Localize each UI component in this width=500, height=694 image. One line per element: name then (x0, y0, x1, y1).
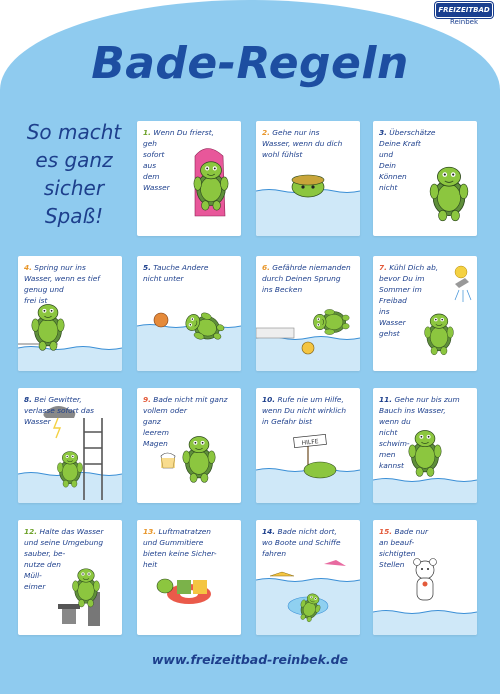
rule-number: 1. (143, 128, 151, 137)
freizeitbad-logo (434, 2, 494, 28)
rule-number: 11. (379, 395, 393, 404)
rule-body: Spring nur ins Wasser, wenn es tief genug und frei ist (24, 263, 100, 305)
rule-number: 8. (24, 395, 32, 404)
rule-card-7 (373, 256, 477, 371)
rule-card-6 (256, 256, 360, 371)
rule-card-10 (256, 388, 360, 503)
rule-body: Halte das Wasser und seine Umgebung sauber, be- nutze den Müll- eimer (24, 527, 104, 591)
rule-text (379, 526, 473, 570)
rule-number: 13. (143, 527, 157, 536)
rule-text (143, 262, 237, 284)
rule-body: Bei Gewitter, verlasse sofort das Wasser (24, 395, 94, 426)
rule-body: Wenn Du frierst, geh sofort aus dem Wasser (143, 128, 214, 192)
rule-card-12 (18, 520, 122, 635)
rule-body: Bade nicht mit ganz vollem oder ganz leerem Magen (143, 395, 228, 448)
rule-number: 10. (262, 395, 276, 404)
rule-body: Luftmatratzen und Gummitiere bieten keine Sicher- heit (143, 527, 217, 569)
rule-text (24, 262, 118, 306)
rule-text (143, 394, 237, 449)
logo-location: Reinbek (449, 18, 479, 26)
rule-text (379, 262, 473, 339)
rule-card-14 (256, 520, 360, 635)
rule-number: 12. (24, 527, 38, 536)
logo-name: FREIZEITBAD (435, 2, 493, 18)
rule-body: Rufe nie um Hilfe, wenn Du nicht wirklich in Gefahr bist (262, 395, 347, 426)
rule-text (262, 394, 356, 427)
rule-card-8 (18, 388, 122, 503)
rule-text (143, 526, 237, 570)
rule-card-4 (18, 256, 122, 371)
rule-card-9 (137, 388, 241, 503)
page-title: Bade-Regeln (91, 38, 409, 89)
rule-text (24, 394, 118, 427)
rule-text (262, 127, 356, 160)
rule-text (379, 394, 473, 471)
rule-number: 4. (24, 263, 32, 272)
rule-text (262, 526, 356, 559)
rule-body: Gehe nur bis zum Bauch ins Wasser, wenn du nicht schwim- men kannst (379, 395, 460, 470)
rule-text (379, 127, 473, 193)
rule-card-5 (137, 256, 241, 371)
rule-card-15 (373, 520, 477, 635)
rule-card-2 (256, 121, 360, 236)
rule-number: 9. (143, 395, 151, 404)
rule-number: 6. (262, 263, 270, 272)
rule-body: Bade nicht dort, wo Boote und Schiffe fahren (262, 527, 341, 558)
rule-body: Gefährde niemanden durch Deinen Sprung ins Becken (262, 263, 351, 294)
tagline (18, 118, 130, 230)
rule-body: Gehe nur ins Wasser, wenn du dich wohl fühlst (262, 128, 343, 159)
website-url[interactable]: www.freizeitbad-reinbek.de (151, 652, 349, 667)
rule-text (24, 526, 118, 592)
rule-card-13 (137, 520, 241, 635)
rule-card-1 (137, 121, 241, 236)
rule-number: 2. (262, 128, 270, 137)
rule-text (143, 127, 237, 193)
tagline-text: So macht es ganz sicher Spaß! (26, 120, 122, 228)
rule-card-11 (373, 388, 477, 503)
rule-body: Überschätze Deine Kraft und Dein Können nicht (379, 128, 436, 192)
rule-body: Bade nur an beauf- sichtigten Stellen (379, 527, 429, 569)
rule-number: 15. (379, 527, 393, 536)
rule-card-3 (373, 121, 477, 236)
svg-text:HILFE: HILFE (301, 438, 319, 447)
rule-number: 5. (143, 263, 151, 272)
rule-body: Kühl Dich ab, bevor Du im Sommer im Freibad ins Wasser gehst (379, 263, 439, 338)
rule-number: 7. (379, 263, 387, 272)
rule-body: Tauche Andere nicht unter (143, 263, 209, 283)
rule-number: 14. (262, 527, 276, 536)
rule-number: 3. (379, 128, 387, 137)
rule-text (262, 262, 356, 295)
